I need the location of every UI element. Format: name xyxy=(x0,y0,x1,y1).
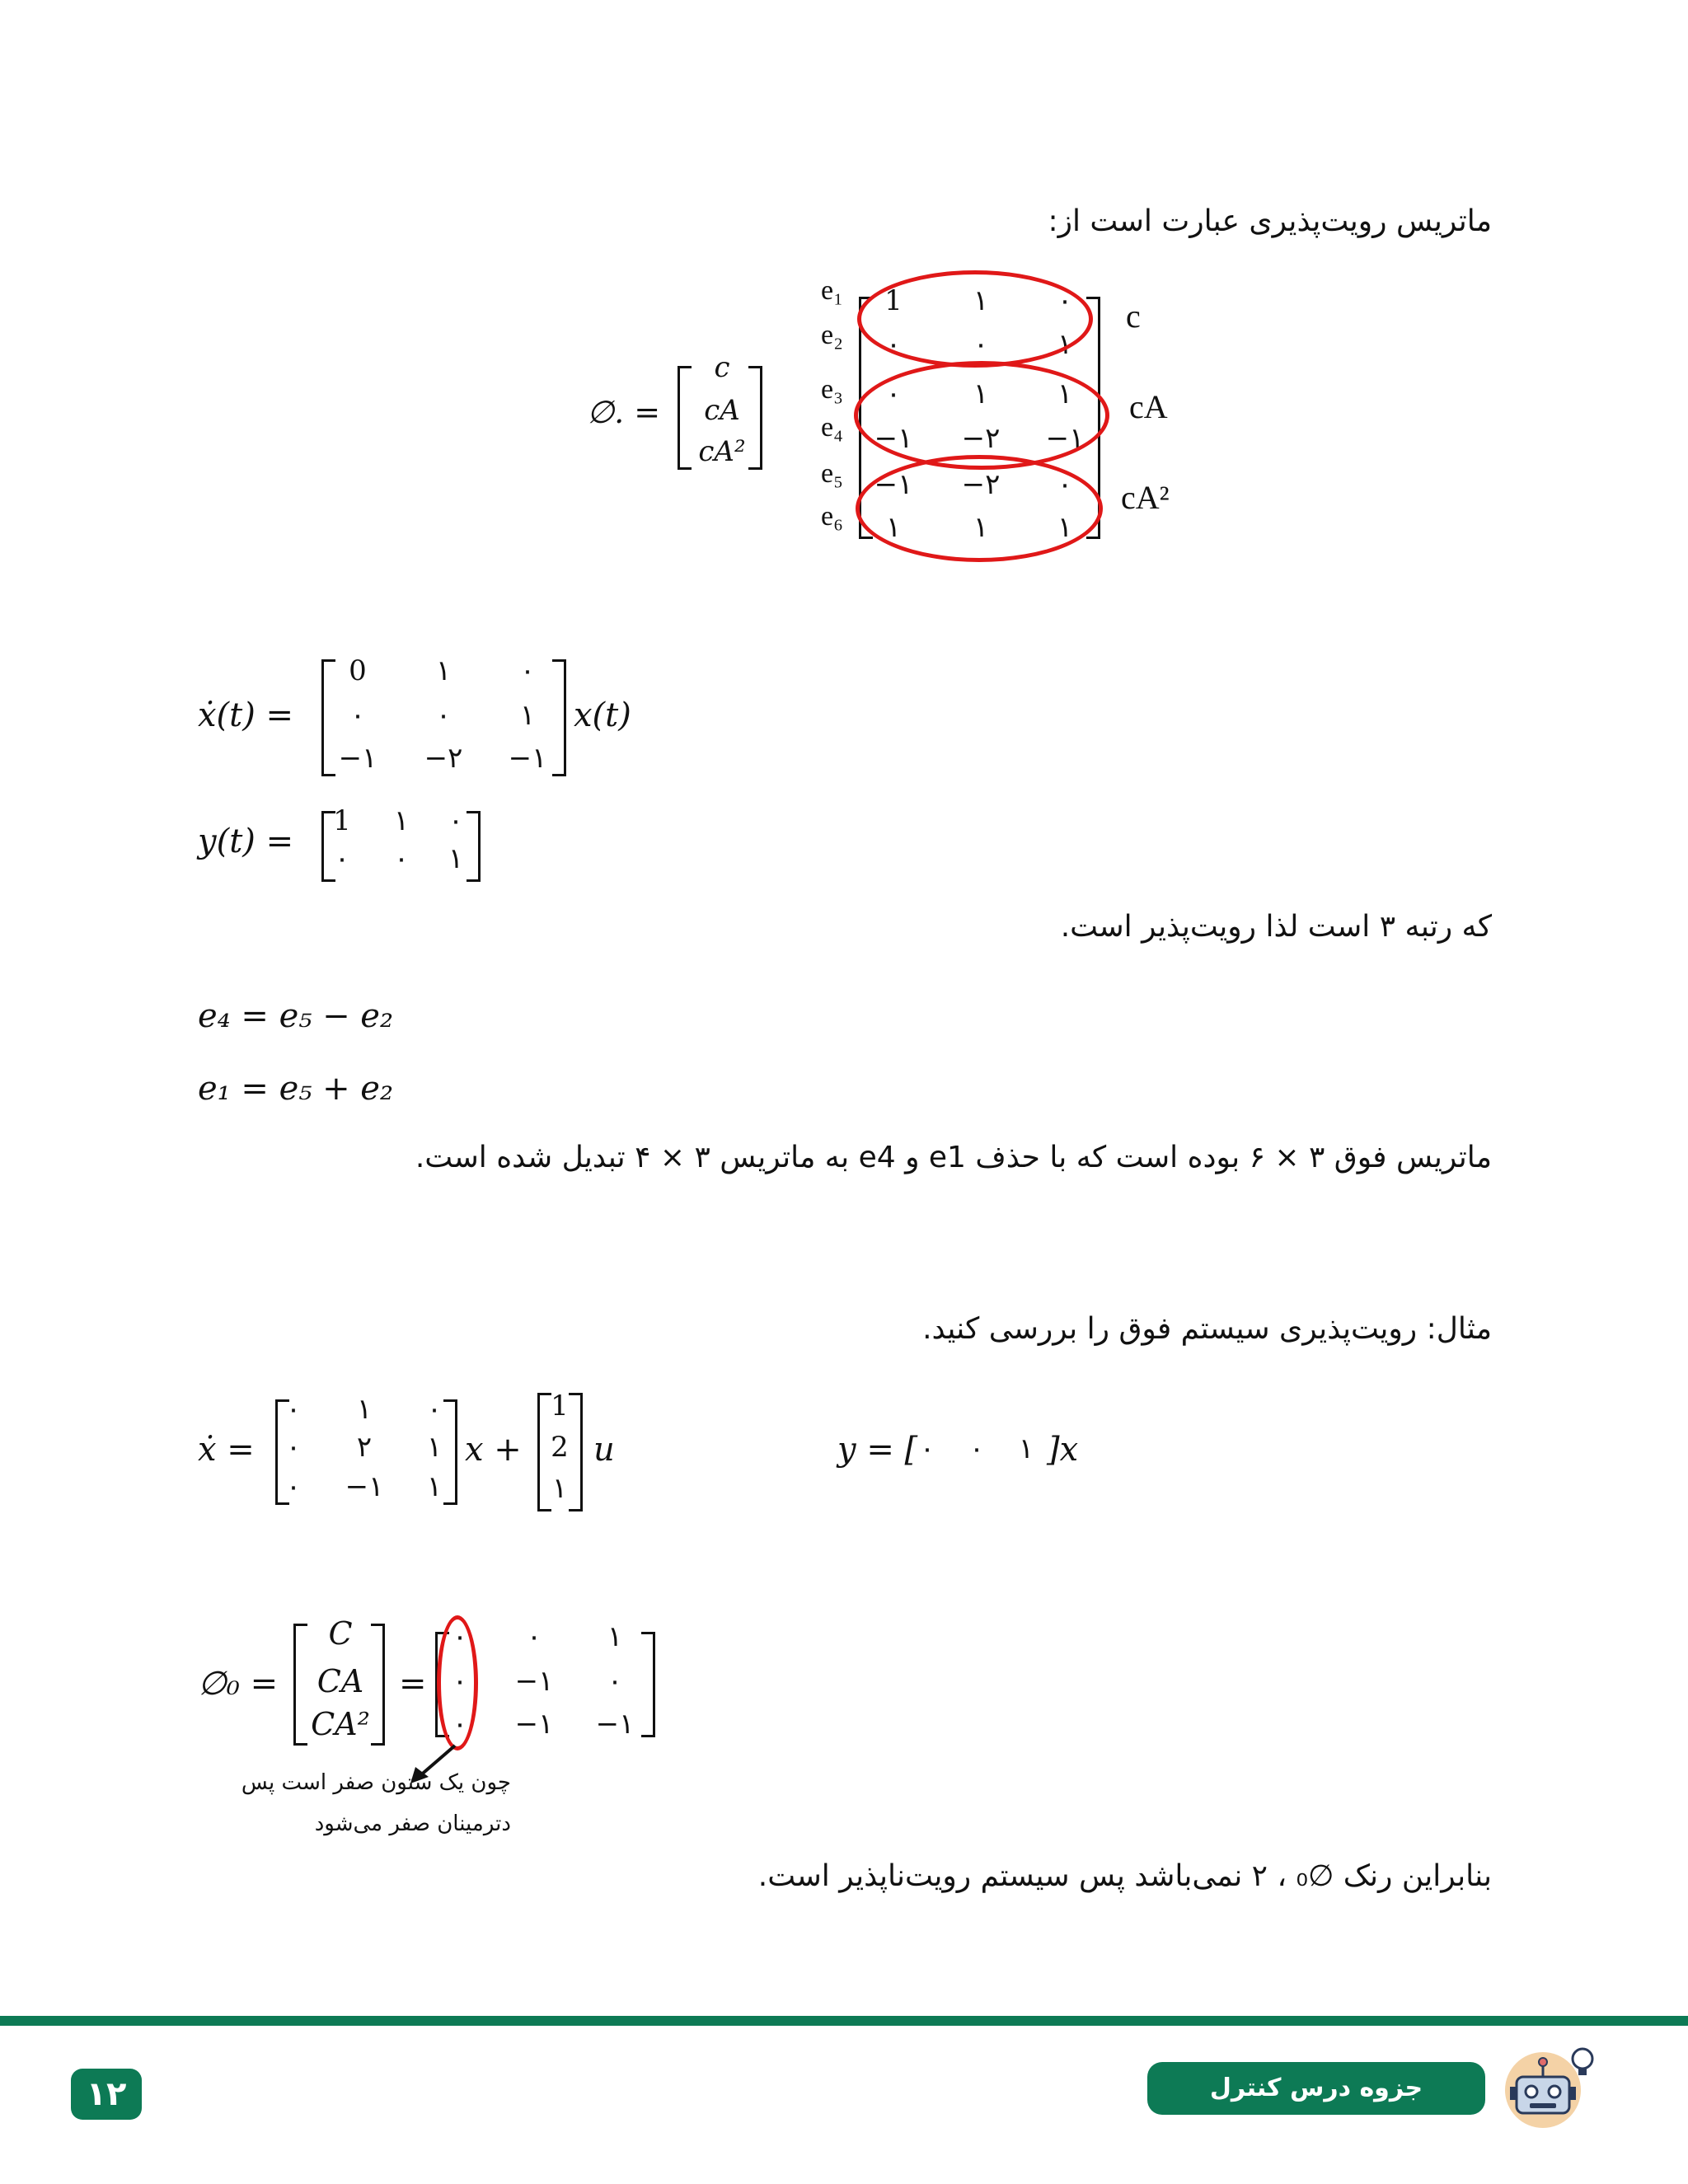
matrix-cell: ۰ xyxy=(448,804,464,837)
row-label-e3: e₃ xyxy=(821,374,843,405)
observability-lhs: ∅. = xyxy=(587,394,661,430)
matrix-cell: −۱ xyxy=(345,1470,384,1503)
example-system-u: u xyxy=(593,1431,615,1469)
matrix-cell: ۱ xyxy=(607,1620,623,1653)
footer-divider xyxy=(0,2016,1688,2026)
highlight-ellipse-ca2 xyxy=(856,455,1103,562)
state-matrix-right-bracket xyxy=(552,659,566,776)
matrix-cell: −۱ xyxy=(508,742,547,775)
row-label-e2: e₂ xyxy=(821,320,843,350)
matrix-cell: ۰ xyxy=(885,377,902,410)
dependency-e4: e₄ = e₅ − e₂ xyxy=(198,997,394,1035)
matrix-cell: 1 xyxy=(884,284,903,317)
matrix-cell: −۱ xyxy=(514,1665,554,1698)
dependency-e1: e₁ = e₅ + e₂ xyxy=(198,1070,394,1108)
stack-ca: cA xyxy=(704,394,740,427)
highlight-ellipse-ca xyxy=(854,361,1109,470)
matrix-cell: ۱ xyxy=(519,699,536,732)
matrix-cell: −۲ xyxy=(424,742,463,775)
intro-paragraph: ماتریس رویت‌پذیری عبارت است از: xyxy=(1048,204,1492,238)
example-output-lhs: y = [ xyxy=(837,1431,918,1469)
example-output-rhs: ]x xyxy=(1047,1431,1079,1469)
example-paragraph: مثال: رویت‌پذیری سیستم فوق را بررسی کنید. xyxy=(922,1312,1492,1346)
stack-ca2: cA² xyxy=(698,435,746,468)
matrix-cell: ۰ xyxy=(526,1620,542,1653)
matrix-cell: ۰ xyxy=(393,842,410,875)
matrix-cell: ۱ xyxy=(426,1470,443,1503)
example-system-lhs: ẋ = xyxy=(198,1431,255,1469)
matrix-cell: ۰ xyxy=(968,1432,985,1465)
matrix-cell: ۰ xyxy=(885,328,902,361)
matrix-cell: 0 xyxy=(349,654,367,687)
matrix-cell: −۱ xyxy=(874,422,913,455)
stack-c: c xyxy=(714,351,730,384)
matrix-cell: ۰ xyxy=(607,1665,623,1698)
matrix-cell: 1 xyxy=(551,1390,569,1422)
row-label-e5: e₅ xyxy=(821,458,843,489)
state-eq-rhs: x(t) xyxy=(574,696,631,734)
annotation-note-line1: چون یک ستون صفر است پس xyxy=(241,1770,511,1795)
matrix-cell: ۱ xyxy=(973,377,989,410)
example-stack-ca: CA xyxy=(316,1663,364,1699)
matrix-cell: ۱ xyxy=(973,284,989,317)
matrix-cell: ۱ xyxy=(448,842,464,875)
matrix-cell: ۰ xyxy=(285,1431,302,1464)
matrix-cell: ۱ xyxy=(1057,328,1073,361)
row-label-e1: e₁ xyxy=(821,275,843,306)
matrix-cell: ۰ xyxy=(452,1665,468,1698)
example-obs-right-bracket xyxy=(641,1632,655,1737)
matrix-cell: ۰ xyxy=(435,699,452,732)
matrix-cell: ۰ xyxy=(334,842,350,875)
matrix-cell: ۱ xyxy=(426,1431,443,1464)
matrix-cell: ۰ xyxy=(973,328,989,361)
matrix-cell: 1 xyxy=(333,804,351,837)
matrix-cell: ۱ xyxy=(356,1393,373,1426)
matrix-cell: ۰ xyxy=(1057,468,1073,501)
group-label-c: c xyxy=(1126,298,1141,335)
row-label-e6: e₆ xyxy=(821,501,843,532)
matrix-cell: ۱ xyxy=(393,804,410,837)
rank-statement: که رتبه ۳ است لذا رویت‌پذیر است. xyxy=(1060,910,1492,944)
matrix-cell: −۱ xyxy=(874,468,913,501)
example-obs-lhs: ∅₀ = xyxy=(198,1665,279,1703)
matrix-cell: ۰ xyxy=(285,1470,302,1503)
matrix-cell: ۱ xyxy=(1018,1432,1034,1465)
annotation-note-line2: دترمینان صفر می‌شود xyxy=(314,1811,511,1836)
matrix-cell: −۲ xyxy=(961,468,1001,501)
matrix-cell: −۱ xyxy=(595,1708,635,1741)
matrix-cell: −۱ xyxy=(514,1708,554,1741)
matrix-cell: ۰ xyxy=(349,699,366,732)
matrix-cell: ۰ xyxy=(426,1393,443,1426)
matrix-cell: 2 xyxy=(551,1431,569,1464)
example-obs-eq: = xyxy=(399,1665,427,1703)
course-title-pill: جزوه درس کنترل xyxy=(1147,2062,1485,2115)
matrix-cell: −۱ xyxy=(338,742,377,775)
matrix-cell: ۰ xyxy=(285,1393,302,1426)
highlight-ellipse-c xyxy=(857,270,1093,368)
matrix-cell: ۰ xyxy=(1057,284,1073,317)
output-eq-lhs: y(t) = xyxy=(198,823,294,860)
matrix-cell: ۰ xyxy=(452,1620,468,1653)
matrix-cell: ۱ xyxy=(1057,511,1073,544)
matrix-cell: ۲ xyxy=(356,1431,373,1464)
reduction-paragraph: ماتریس فوق ۳ × ۶ بوده است که با حذف e1 و e4 به ماتریس ۳ × ۴ تبدیل شده است. xyxy=(415,1141,1492,1174)
example-system-mid: x + xyxy=(465,1431,522,1469)
matrix-cell: ۱ xyxy=(551,1472,568,1505)
matrix-cell: −۲ xyxy=(961,422,1001,455)
matrix-cell: ۰ xyxy=(452,1708,468,1741)
matrix-cell: ۱ xyxy=(973,511,989,544)
robot-lightbulb-logo-icon xyxy=(1493,2042,1601,2133)
matrix-cell: ۰ xyxy=(919,1432,935,1465)
example-stack-c: C xyxy=(328,1615,353,1652)
row-label-e4: e₄ xyxy=(821,412,843,443)
example-stack-ca2: CA² xyxy=(311,1706,370,1742)
matrix-cell: ۰ xyxy=(519,654,536,687)
matrix-cell: ۱ xyxy=(885,511,902,544)
matrix-cell: ۱ xyxy=(435,654,452,687)
state-eq-lhs: ẋ(t) = xyxy=(198,696,294,734)
matrix-cell: ۱ xyxy=(1057,377,1073,410)
zero-column-ellipse xyxy=(437,1615,478,1750)
matrix-cell: −۱ xyxy=(1045,422,1085,455)
conclusion-paragraph: بنابراین رنک ∅₀ ، ۲ نمی‌باشد پس سیستم رویت‌ناپذیر است. xyxy=(757,1859,1492,1893)
group-label-ca2: cA² xyxy=(1121,479,1170,516)
group-label-ca: cA xyxy=(1129,388,1168,425)
page-number-badge: ۱۲ xyxy=(71,2069,142,2120)
